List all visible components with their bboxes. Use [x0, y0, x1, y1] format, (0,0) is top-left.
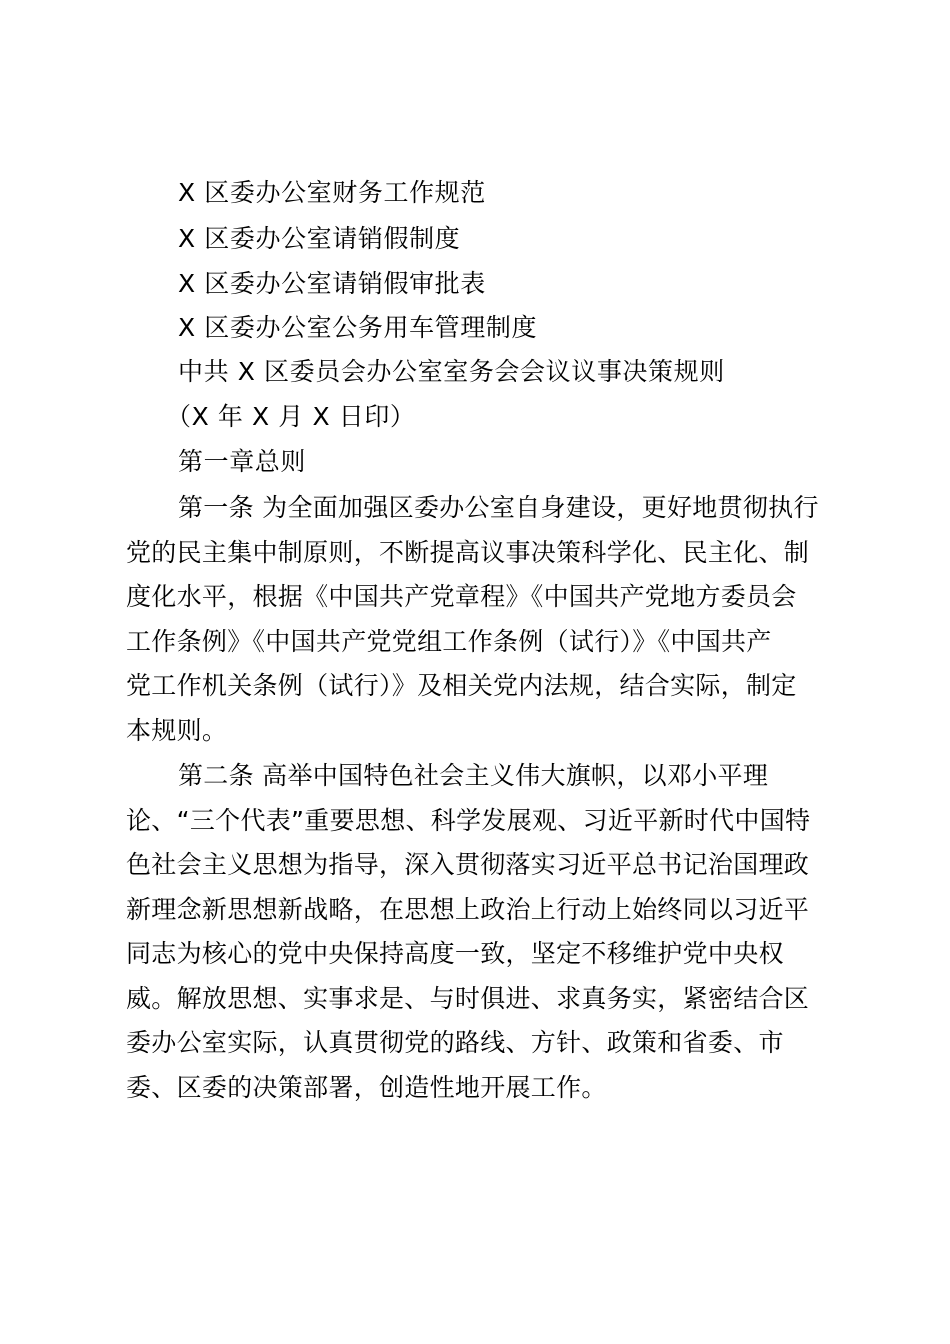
toc-item-meeting-rules: 中共 X 区委员会办公室室务会会议议事决策规则: [178, 357, 725, 386]
toc-item-vehicle-policy: X 区委办公室公务用车管理制度: [178, 313, 538, 342]
print-date: （X 年 X 月 X 日印）: [166, 402, 416, 431]
article-1-line: 工作条例》《中国共产党党组工作条例（试行）》《中国共产: [126, 626, 772, 656]
article-1-line: 党的民主集中制原则，不断提高议事决策科学化、民主化、制: [126, 537, 810, 567]
article-1-line: 党工作机关条例（试行）》及相关党内法规，结合实际，制定: [126, 671, 797, 700]
article-1: [126, 486, 828, 753]
article-2-line: 新理念新思想新战略，在思想上政治上行动上始终同以习近平: [126, 894, 810, 924]
toc-item-leave-policy: X 区委办公室请销假制度: [178, 224, 461, 253]
article-2-line: 委办公室实际，认真贯彻党的路线、方针、政策和省委、市: [126, 1028, 784, 1057]
chapter-title: 第一章总则: [178, 447, 307, 476]
article-2-line: 同志为核心的党中央保持高度一致，坚定不移维护党中央权: [126, 939, 784, 968]
article-2: [126, 754, 828, 1110]
article-2-line: 委、区委的决策部署，创造性地开展工作。: [126, 1072, 607, 1102]
toc-item-finance: X 区委办公室财务工作规范: [178, 178, 486, 207]
article-1-line: 第一条 为全面加强区委办公室自身建设，更好地贯彻执行: [178, 493, 819, 522]
article-2-line: 论、“三个代表”重要思想、科学发展观、习近平新时代中国特: [126, 805, 811, 835]
article-2-line: 威。解放思想、实事求是、与时俱进、求真务实，紧密结合区: [126, 983, 810, 1013]
article-1-line: 度化水平，根据《中国共产党章程》《中国共产党地方委员会: [126, 582, 797, 611]
article-1-line: 本规则。: [126, 715, 228, 745]
article-2-line: 色社会主义思想为指导，深入贯彻落实习近平总书记治国理政: [126, 850, 810, 879]
article-2-line: 第二条 高举中国特色社会主义伟大旗帜，以邓小平理: [178, 761, 769, 790]
toc-item-leave-form: X 区委办公室请销假审批表: [178, 269, 486, 298]
